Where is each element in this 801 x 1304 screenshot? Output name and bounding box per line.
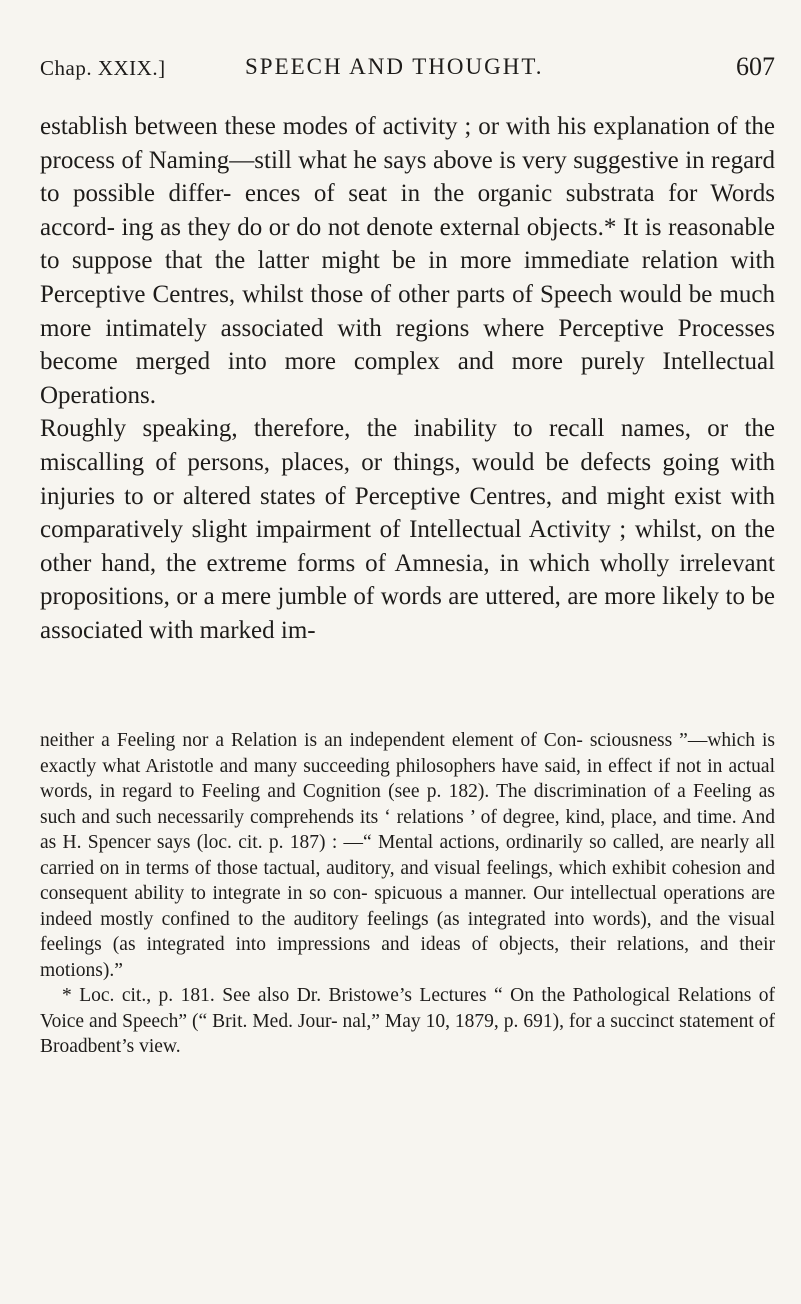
- paragraph-1: establish between these modes of activity ; or with his explanation of the process of Naming—still what he says above is very suggestive in regard to possible differ- ences of seat in the organic substrata for Words accord- ing as they do or do not denote external objects.* It is reasonable to suppose that the latter might be in more immediate relation with Perceptive Centres, whilst those of other parts of Speech would be much more intimately associated with regions where Perceptive Processes become merged into more complex and more purely Intellectual Operations.: [40, 113, 775, 409]
- chapter-label: Chap. XXIX.]: [40, 56, 166, 80]
- footnote-star: * Loc. cit., p. 181. See also Dr. Bristowe’s Lectures “ On the Pathological Relations of Voice and Speech” (“ Brit. Med. Jour- nal,” May 10, 1879, p. 691), for a succinct statement of Broadbent’s view.: [40, 985, 775, 1057]
- paragraph-2: Roughly speaking, therefore, the inability to recall names, or the miscalling of persons, places, or things, would be defects going with injuries to or altered states of Perceptive Centres, and might exist with comparatively slight impairment of Intellectual Activity ; whilst, on the other hand, the extreme forms of Amnesia, in which wholly irrelevant propositions, or a mere jumble of words are uttered, are more likely to be associated with marked im-: [40, 415, 775, 644]
- footnotes: [40, 728, 775, 1060]
- page-number: 607: [736, 52, 775, 81]
- footnote-continued: neither a Feeling nor a Relation is an independent element of Con- sciousness ”—which is exactly what Aristotle and many succeeding philosophers have said, in effect if not in actual words, in regard to Feeling and Cognition (see p. 182). The discrimination of a Feeling as such and such necessarily comprehends its ‘ relations ’ of degree, kind, place, and time. And as H. Spencer says (loc. cit. p. 187) : —“ Mental actions, ordinarily so called, are nearly all carried on in terms of those tactual, auditory, and visual feelings, which exhibit cohesion and consequent ability to integrate in so con- spicuous a manner. Our intellectual operations are indeed mostly confined to the auditory feelings (as integrated into words), and the visual feelings (as integrated into impressions and ideas of objects, their relations, and their motions).”: [40, 730, 775, 981]
- running-title: SPEECH AND THOUGHT.: [245, 54, 544, 79]
- main-text: [40, 110, 775, 648]
- running-header: [40, 50, 775, 90]
